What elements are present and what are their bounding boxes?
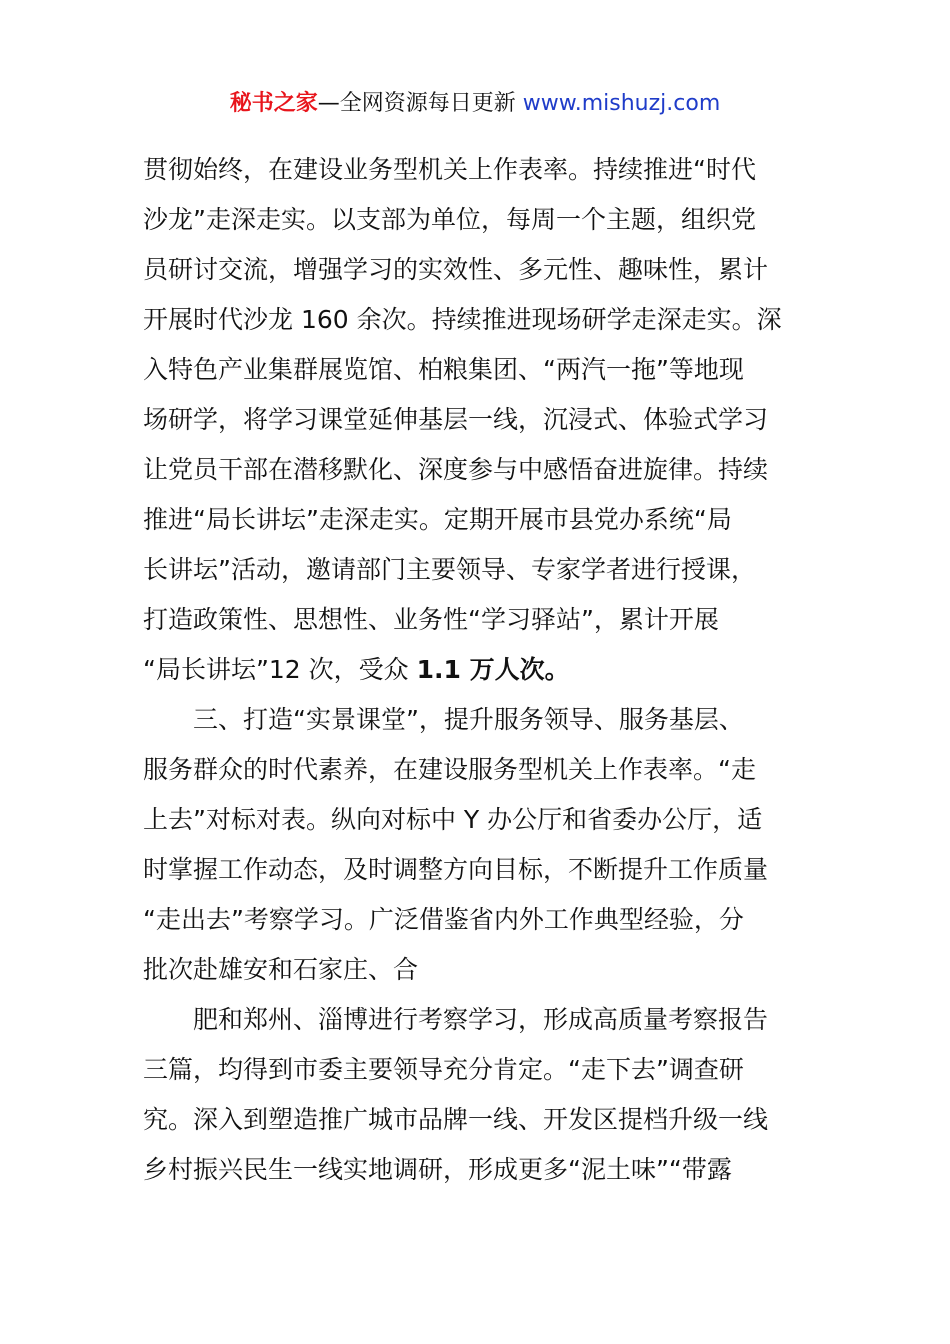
text-line-content: 长讲坛”活动，邀请部门主要领导、专家学者进行授课， xyxy=(143,555,756,584)
text-line-content: 入特色产业集群展览馆、柏粮集团、“两汽一拖”等地现 xyxy=(143,355,744,384)
text-line xyxy=(143,695,808,745)
text-line-content: 三、打造“实景课堂”，提升服务领导、服务基层、 xyxy=(193,705,744,734)
text-line-content: 场研学，将学习课堂延伸基层一线，沉浸式、体验式学习 xyxy=(143,405,769,434)
text-line-content: 乡村振兴民生一线实地调研，形成更多“泥土味”“带露 xyxy=(143,1155,732,1184)
text-line-content: 肥和郑州、淄博进行考察学习，形成高质量考察报告 xyxy=(193,1005,769,1034)
document-body xyxy=(143,145,808,1195)
site-brand: 秘书之家 xyxy=(229,91,318,116)
text-line xyxy=(143,945,808,995)
text-line xyxy=(143,1095,808,1145)
text-line-content: 三篇，均得到市委主要领导充分肯定。“走下去”调查研 xyxy=(143,1055,744,1084)
text-line-content: 批次赴雄安和石家庄、合 xyxy=(143,955,419,984)
text-line xyxy=(143,395,808,445)
text-line-content: 时掌握工作动态，及时调整方向目标，不断提升工作质量 xyxy=(143,855,769,884)
text-line xyxy=(143,245,808,295)
text-line xyxy=(143,195,808,245)
text-line xyxy=(143,495,808,545)
text-line-content: 贯彻始终，在建设业务型机关上作表率。持续推进“时代 xyxy=(143,155,756,184)
site-url-link[interactable]: www.mishuzj.com xyxy=(522,91,721,116)
text-line xyxy=(143,545,808,595)
text-line xyxy=(143,445,808,495)
text-line xyxy=(143,145,808,195)
text-line-content: 打造政策性、思想性、业务性“学习驿站”，累计开展 xyxy=(143,605,719,634)
text-line-content: 开展时代沙龙 160 余次。持续推进现场研学走深走实。深 xyxy=(143,305,782,334)
site-header xyxy=(0,88,950,120)
text-line-content: “走出去”考察学习。广泛借鉴省内外工作典型经验，分 xyxy=(143,905,744,934)
text-line-content: “局长讲坛”12 次，受众 xyxy=(143,655,417,684)
text-line-content: 推进“局长讲坛”走深走实。定期开展市县党办系统“局 xyxy=(143,505,732,534)
site-tagline: —全网资源每日更新 xyxy=(317,91,516,116)
text-line xyxy=(143,845,808,895)
text-line xyxy=(143,795,808,845)
text-line xyxy=(143,595,808,645)
text-line xyxy=(143,895,808,945)
text-line xyxy=(143,295,808,345)
text-line-content: 上去”对标对表。纵向对标中 Y 办公厅和省委办公厅，适 xyxy=(143,805,763,834)
text-line-bold: 1.1 万人次。 xyxy=(416,655,570,684)
text-line xyxy=(143,1045,808,1095)
text-line xyxy=(143,345,808,395)
text-line xyxy=(143,995,808,1045)
text-line-content: 让党员干部在潜移默化、深度参与中感悟奋进旋律。持续 xyxy=(143,455,769,484)
text-line xyxy=(143,1145,808,1195)
text-line xyxy=(143,745,808,795)
text-line-content: 服务群众的时代素养，在建设服务型机关上作表率。“走 xyxy=(143,755,756,784)
text-line-content: 究。深入到塑造推广城市品牌一线、开发区提档升级一线 xyxy=(143,1105,769,1134)
text-line-content: 员研讨交流，增强学习的实效性、多元性、趣味性，累计 xyxy=(143,255,769,284)
text-line-content: 沙龙”走深走实。以支部为单位，每周一个主题，组织党 xyxy=(143,205,756,234)
text-line xyxy=(143,645,808,695)
